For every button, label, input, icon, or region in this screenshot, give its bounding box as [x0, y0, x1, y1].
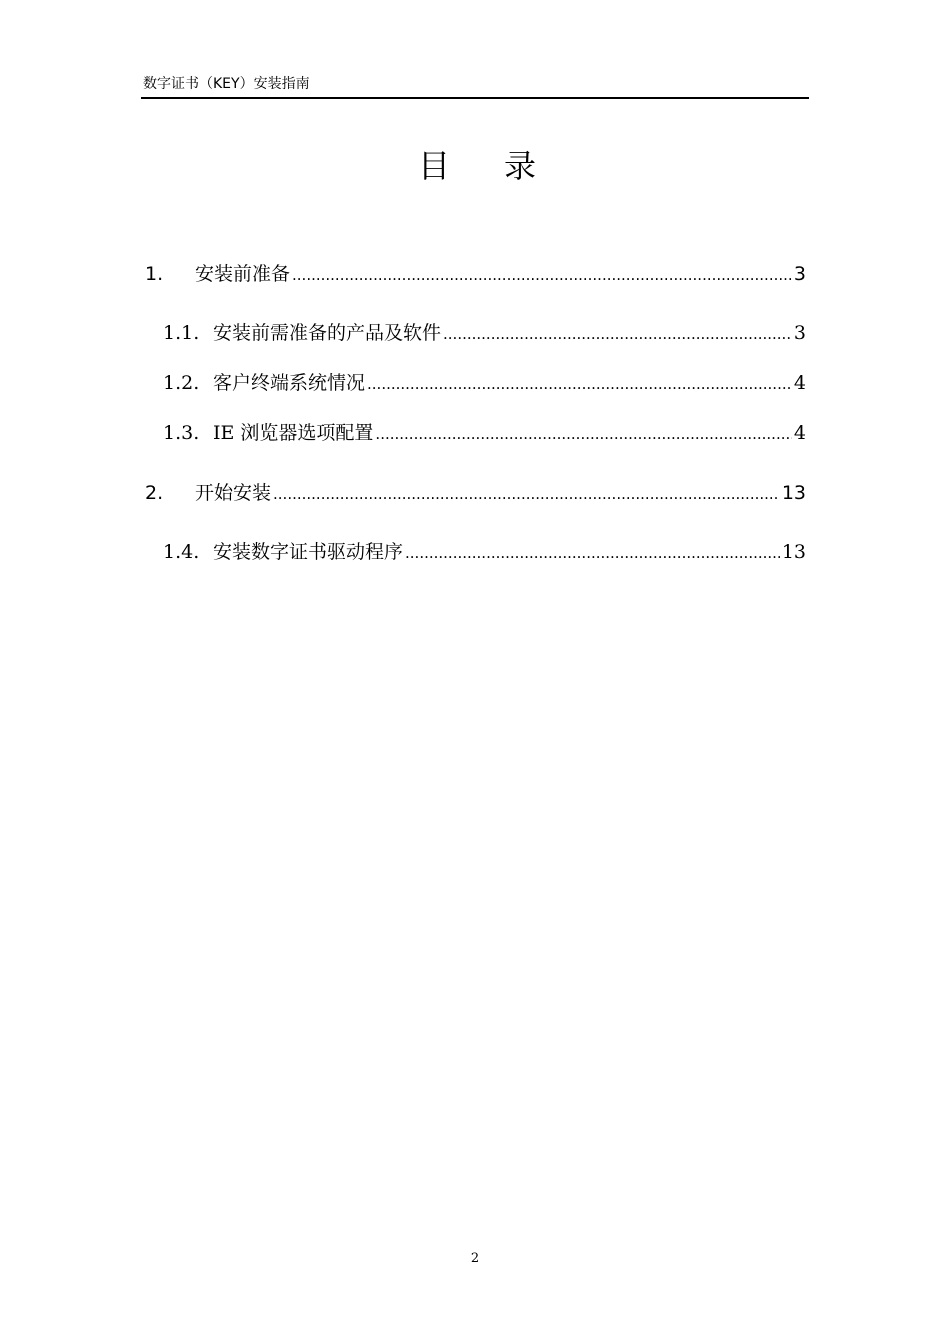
toc-entry-text: 开始安装: [195, 482, 272, 504]
toc-entry-number: 1.3.: [163, 422, 200, 444]
toc-entry-1-3[interactable]: [163, 421, 806, 446]
toc-entry-1-4[interactable]: [163, 540, 806, 565]
toc-entry-number: 2.: [145, 482, 164, 504]
toc-dot-leader: [443, 322, 792, 346]
header-divider: [141, 97, 809, 99]
toc-entry-page: 4: [793, 372, 806, 394]
toc-entry-number: 1.1.: [163, 322, 200, 344]
toc-entry-1-1[interactable]: [163, 321, 806, 346]
document-title: 数字证书（KEY）安装指南: [143, 76, 310, 92]
toc-dot-leader: [405, 541, 780, 565]
toc-entry-1-2[interactable]: [163, 371, 806, 396]
toc-dot-leader: [292, 263, 792, 287]
toc-entry-page: 13: [781, 541, 806, 563]
page-number: 2: [470, 1251, 480, 1266]
toc-heading-char-2: 录: [503, 147, 536, 185]
toc-entry-page: 4: [793, 422, 806, 444]
toc-dot-leader: [367, 372, 792, 396]
toc-entry-page: 13: [781, 482, 806, 504]
toc-heading-char-1: 目: [418, 147, 451, 185]
toc-entry-text: IE 浏览器选项配置: [213, 422, 374, 444]
toc-dot-leader: [273, 482, 780, 506]
toc-entry-text: 安装数字证书驱动程序: [213, 541, 404, 563]
toc-entry-text: 安装前准备: [195, 263, 291, 285]
toc-heading: [418, 148, 536, 184]
toc-entry-number: 1.: [145, 263, 164, 285]
toc-entry-1[interactable]: [145, 262, 806, 287]
toc-entry-text: 客户终端系统情况: [213, 372, 366, 394]
toc-entry-page: 3: [793, 322, 806, 344]
toc-entry-number: 1.2.: [163, 372, 200, 394]
toc-entry-number: 1.4.: [163, 541, 200, 563]
toc-entry-text: 安装前需准备的产品及软件: [213, 322, 442, 344]
toc-entry-2[interactable]: [145, 481, 806, 506]
toc-entry-page: 3: [793, 263, 806, 285]
toc-dot-leader: [375, 422, 791, 446]
